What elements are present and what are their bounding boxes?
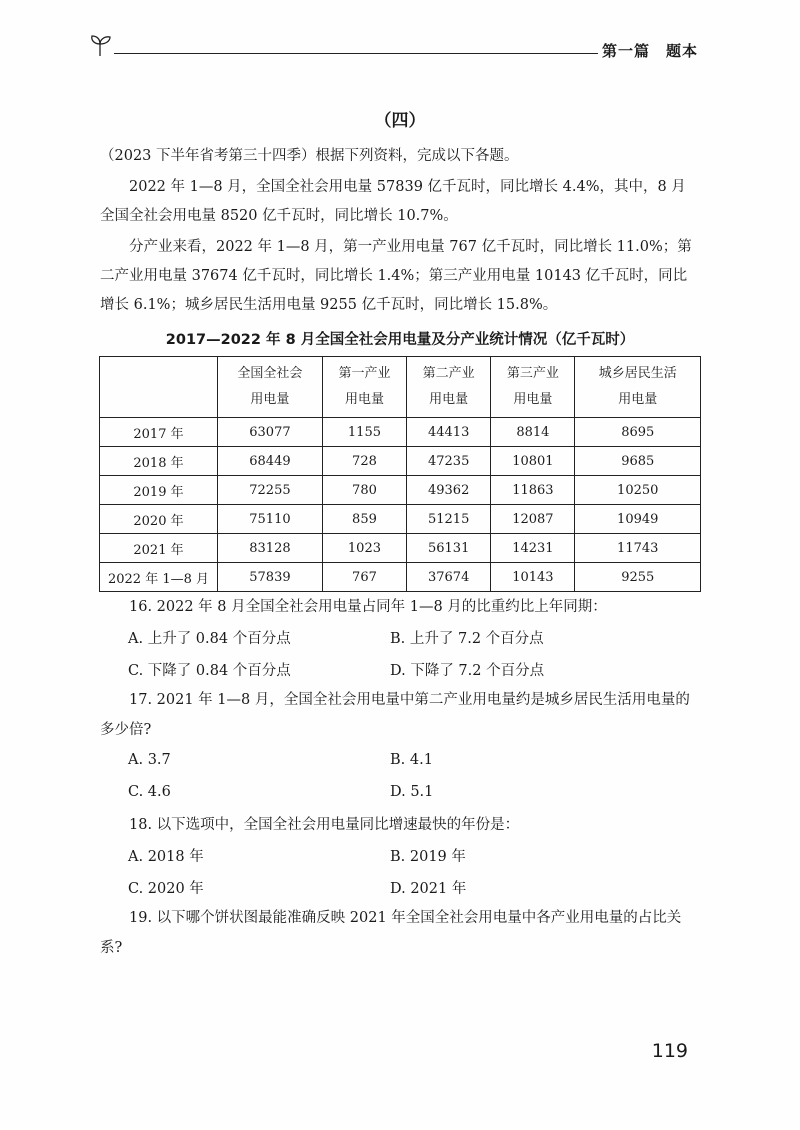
option-a[interactable]: A. 3.7 xyxy=(128,752,171,768)
table-cell: 12087 xyxy=(491,505,575,534)
question-stem: 18. 以下选项中，全国全社会用电量同比增速最快的年份是： xyxy=(129,817,520,833)
data-table xyxy=(99,356,701,592)
table-cell: 780 xyxy=(322,476,406,505)
column-header: 第三产业 用电量 xyxy=(491,357,575,418)
table-cell: 83128 xyxy=(218,534,323,563)
table-row xyxy=(100,418,701,447)
table-cell: 8814 xyxy=(491,418,575,447)
paragraph-1: 2022 年 1—8 月，全国全社会用电量 57839 亿千瓦时，同比增长 4.4%，其中，8 月全国全社会用电量 8520 亿千瓦时，同比增长 10.7%。 xyxy=(100,179,686,224)
question-16 xyxy=(100,592,700,622)
sprout-icon xyxy=(88,32,114,58)
option-b[interactable]: B. 上升了 7.2 个百分点 xyxy=(390,631,544,647)
table-cell: 75110 xyxy=(218,505,323,534)
option-c[interactable]: C. 下降了 0.84 个百分点 xyxy=(128,663,291,679)
table-header-row xyxy=(100,357,701,418)
page-header xyxy=(88,30,698,70)
table-title: 2017—2022 年 8 月全国全社会用电量及分产业统计情况（亿千瓦时） xyxy=(165,332,635,348)
row-label: 2021 年 xyxy=(100,534,218,563)
option-c[interactable]: C. 2020 年 xyxy=(128,881,204,897)
table-cell: 1023 xyxy=(322,534,406,563)
row-label: 2019 年 xyxy=(100,476,218,505)
table-cell: 10250 xyxy=(575,476,701,505)
table-cell: 51215 xyxy=(407,505,491,534)
question-19 xyxy=(100,903,700,963)
page-number: 119 xyxy=(651,1040,688,1062)
column-header: 第一产业 用电量 xyxy=(322,357,406,418)
table-cell: 859 xyxy=(322,505,406,534)
table-cell: 44413 xyxy=(407,418,491,447)
column-header: 全国全社会 用电量 xyxy=(218,357,323,418)
table-row xyxy=(100,534,701,563)
table-cell: 9685 xyxy=(575,447,701,476)
table-cell: 68449 xyxy=(218,447,323,476)
column-header: 第二产业 用电量 xyxy=(407,357,491,418)
question-stem: 16. 2022 年 8 月全国全社会用电量占同年 1—8 月的比重约比上年同期： xyxy=(129,599,607,615)
option-c[interactable]: C. 4.6 xyxy=(128,784,171,800)
question-stem: 17. 2021 年 1—8 月，全国全社会用电量中第二产业用电量约是城乡居民生活用电量的多少倍? xyxy=(100,692,690,738)
table-cell: 72255 xyxy=(218,476,323,505)
table-cell: 37674 xyxy=(407,563,491,592)
option-d[interactable]: D. 5.1 xyxy=(390,784,434,800)
table-cell: 728 xyxy=(322,447,406,476)
intro-text: （2023 下半年省考第三十四季）根据下列资料，完成以下各题。 xyxy=(100,148,519,164)
option-d[interactable]: D. 2021 年 xyxy=(390,881,467,897)
table-cell: 49362 xyxy=(407,476,491,505)
table-cell: 11863 xyxy=(491,476,575,505)
table-cell: 9255 xyxy=(575,563,701,592)
question-17 xyxy=(100,685,700,745)
table-cell: 10143 xyxy=(491,563,575,592)
table-cell: 10949 xyxy=(575,505,701,534)
option-d[interactable]: D. 下降了 7.2 个百分点 xyxy=(390,663,545,679)
question-18 xyxy=(100,810,700,840)
table-cell: 10801 xyxy=(491,447,575,476)
option-a[interactable]: A. 2018 年 xyxy=(128,849,204,865)
table-cell: 8695 xyxy=(575,418,701,447)
row-label: 2018 年 xyxy=(100,447,218,476)
row-label: 2020 年 xyxy=(100,505,218,534)
table-cell: 14231 xyxy=(491,534,575,563)
question-stem: 19. 以下哪个饼状图最能准确反映 2021 年全国全社会用电量中各产业用电量的占比关系? xyxy=(100,910,682,956)
row-label: 2017 年 xyxy=(100,418,218,447)
table-cell: 767 xyxy=(322,563,406,592)
section-label: 第一篇 题本 xyxy=(601,42,698,60)
table-cell: 1155 xyxy=(322,418,406,447)
option-a[interactable]: A. 上升了 0.84 个百分点 xyxy=(128,631,291,647)
table-cell: 63077 xyxy=(218,418,323,447)
table-cell: 47235 xyxy=(407,447,491,476)
header-rule xyxy=(114,53,598,54)
table-row xyxy=(100,505,701,534)
table-cell: 56131 xyxy=(407,534,491,563)
table-corner-cell xyxy=(100,357,218,418)
paragraph-2: 分产业来看，2022 年 1—8 月，第一产业用电量 767 亿千瓦时，同比增长 11.0%；第二产业用电量 37674 亿千瓦时，同比增长 1.4%；第三产业用电量 10143 亿千瓦时，同比增长 6.1%；城乡居民生活用电量 9255 亿千瓦时，同比增长 15.8%。 xyxy=(100,239,692,313)
table-row xyxy=(100,447,701,476)
table-row xyxy=(100,563,701,592)
table-cell: 11743 xyxy=(575,534,701,563)
table-cell: 57839 xyxy=(218,563,323,592)
section-title: （四） xyxy=(374,111,426,131)
option-b[interactable]: B. 2019 年 xyxy=(390,849,466,865)
table-row xyxy=(100,476,701,505)
row-label: 2022 年 1—8 月 xyxy=(100,563,218,592)
option-b[interactable]: B. 4.1 xyxy=(390,752,433,768)
column-header: 城乡居民生活 用电量 xyxy=(575,357,701,418)
